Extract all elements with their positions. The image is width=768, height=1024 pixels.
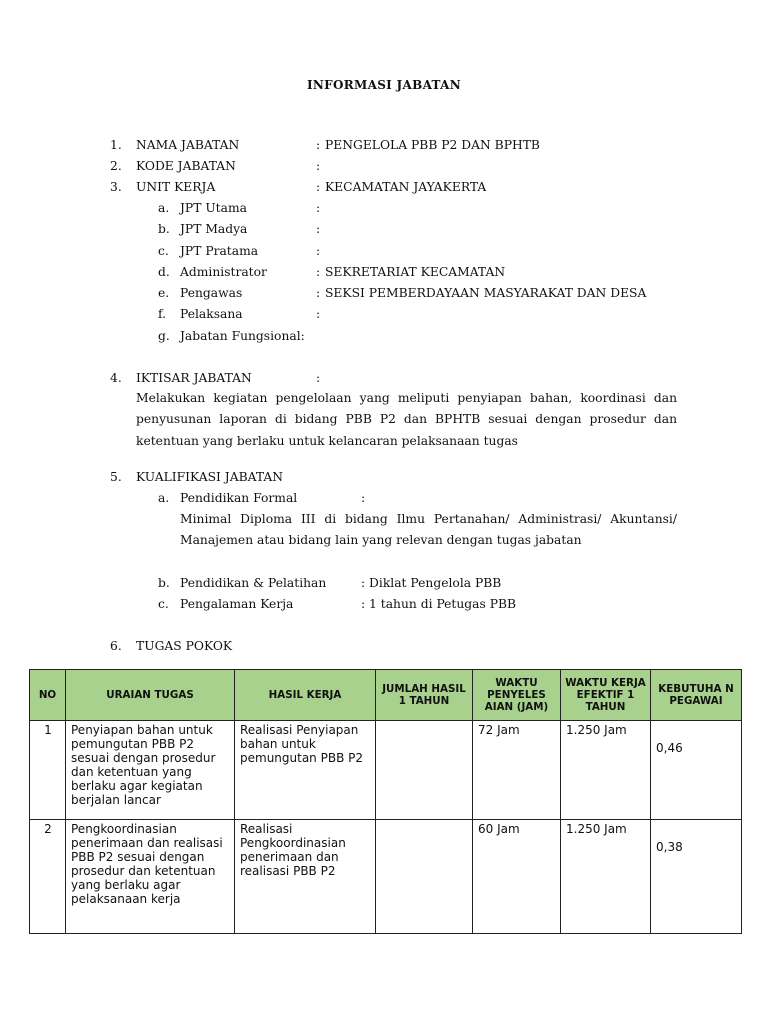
sub-item-colon: : — [316, 286, 321, 300]
item-value: KECAMATAN JAYAKERTA — [325, 180, 487, 194]
cell-waktu: 60 Jam — [473, 820, 561, 934]
sub-item-value: : 1 tahun di Petugas PBB — [361, 597, 517, 611]
cell-hasil: Realisasi Penyiapan bahan untuk pemungutan PBB P2 — [235, 721, 376, 820]
sub-item-colon: : — [361, 491, 366, 505]
sub-item-letter: d. — [158, 265, 170, 279]
sub-item-value: SEKRETARIAT KECAMATAN — [325, 265, 506, 279]
cell-hasil: Realisasi Pengkoordinasian penerimaan dan realisasi PBB P2 — [235, 820, 376, 934]
sub-item-label: Pelaksana — [180, 307, 243, 321]
item-number: 1. — [110, 138, 122, 152]
iktisar-paragraph: Melakukan kegiatan pengelolaan yang meliputi penyiapan bahan, koordinasi dan penyusunan laporan di bidang PBB P2 dan BPHTB sesuai dengan prosedur dan ketentuan yang berlaku untuk kelancaran pelaksanaan tugas — [136, 391, 677, 448]
sub-item-letter: a. — [158, 201, 170, 215]
cell-no: 1 — [30, 721, 66, 820]
sub-item-letter: c. — [158, 244, 169, 258]
cell-kebutuhan: 0,46 — [651, 721, 742, 820]
cell-efektif: 1.250 Jam — [561, 820, 651, 934]
header-waktu-penyelesaian: WAKTU PENYELES AIAN (JAM) — [473, 670, 561, 721]
item-number: 5. — [110, 470, 122, 484]
item-label: UNIT KERJA — [136, 180, 216, 194]
sub-item-colon: : — [316, 201, 321, 215]
item-number: 6. — [110, 639, 122, 653]
sub-item-letter: e. — [158, 286, 170, 300]
cell-uraian: Penyiapan bahan untuk pemungutan PBB P2 sesuai dengan prosedur dan ketentuan yang berlaku agar kegiatan berjalan lancar — [66, 721, 235, 820]
sub-item-label: Pendidikan Formal — [180, 491, 298, 505]
sub-item-label: Pengawas — [180, 286, 243, 300]
table-header-row — [30, 670, 742, 721]
cell-kebutuhan: 0,38 — [651, 820, 742, 934]
item-colon: : — [316, 138, 321, 152]
item-label: NAMA JABATAN — [136, 138, 240, 152]
header-waktu-kerja-efektif: WAKTU KERJA EFEKTIF 1 TAHUN — [561, 670, 651, 721]
pendidikan-formal-paragraph: Minimal Diploma III di bidang Ilmu Pertanahan/ Administrasi/ Akuntansi/ Manajemen atau bidang lain yang relevan dengan tugas jabatan — [180, 512, 677, 548]
cell-uraian: Pengkoordinasian penerimaan dan realisasi PBB P2 sesuai dengan prosedur dan ketentuan yang berlaku agar pelaksanaan kerja — [66, 820, 235, 934]
sub-item-colon: : — [316, 244, 321, 258]
tugas-pokok-table — [29, 669, 742, 934]
item-number: 4. — [110, 371, 122, 385]
item-label: KODE JABATAN — [136, 159, 236, 173]
cell-efektif: 1.250 Jam — [561, 721, 651, 820]
cell-no: 2 — [30, 820, 66, 934]
sub-item-label: JPT Madya — [180, 222, 248, 236]
item-number: 3. — [110, 180, 122, 194]
sub-item-letter: f. — [158, 307, 167, 321]
item-label: KUALIFIKASI JABATAN — [136, 470, 284, 484]
sub-item-label: Administrator — [180, 265, 267, 279]
header-kebutuhan-pegawai: KEBUTUHA N PEGAWAI — [651, 670, 742, 721]
sub-item-letter: c. — [158, 597, 169, 611]
sub-item-label: Pendidikan & Pelatihan — [180, 576, 327, 590]
sub-item-label: JPT Pratama — [180, 244, 259, 258]
sub-item-label: Jabatan Fungsional: — [180, 329, 305, 343]
item-number: 2. — [110, 159, 122, 173]
sub-item-colon: : — [316, 307, 321, 321]
header-jumlah-hasil: JUMLAH HASIL 1 TAHUN — [376, 670, 473, 721]
item-colon: : — [316, 159, 321, 173]
sub-item-colon: : — [316, 222, 321, 236]
table-row — [30, 721, 742, 820]
sub-item-letter: a. — [158, 491, 170, 505]
item-label: TUGAS POKOK — [136, 639, 233, 653]
item-colon: : — [316, 180, 321, 194]
header-hasil-kerja: HASIL KERJA — [235, 670, 376, 721]
header-uraian-tugas: URAIAN TUGAS — [66, 670, 235, 721]
document-title: INFORMASI JABATAN — [306, 78, 462, 92]
table-row — [30, 820, 742, 934]
item-value: PENGELOLA PBB P2 DAN BPHTB — [325, 138, 540, 152]
sub-item-letter: b. — [158, 222, 170, 236]
header-no: NO — [30, 670, 66, 721]
sub-item-value: : Diklat Pengelola PBB — [361, 576, 502, 590]
sub-item-label: JPT Utama — [180, 201, 247, 215]
sub-item-label: Pengalaman Kerja — [180, 597, 294, 611]
item-label: IKTISAR JABATAN — [136, 371, 252, 385]
sub-item-letter: b. — [158, 576, 170, 590]
sub-item-colon: : — [316, 265, 321, 279]
item-colon: : — [316, 371, 321, 385]
sub-item-value: SEKSI PEMBERDAYAAN MASYARAKAT DAN DESA — [325, 286, 647, 300]
cell-jumlah — [376, 721, 473, 820]
cell-jumlah — [376, 820, 473, 934]
sub-item-letter: g. — [158, 329, 170, 343]
cell-waktu: 72 Jam — [473, 721, 561, 820]
